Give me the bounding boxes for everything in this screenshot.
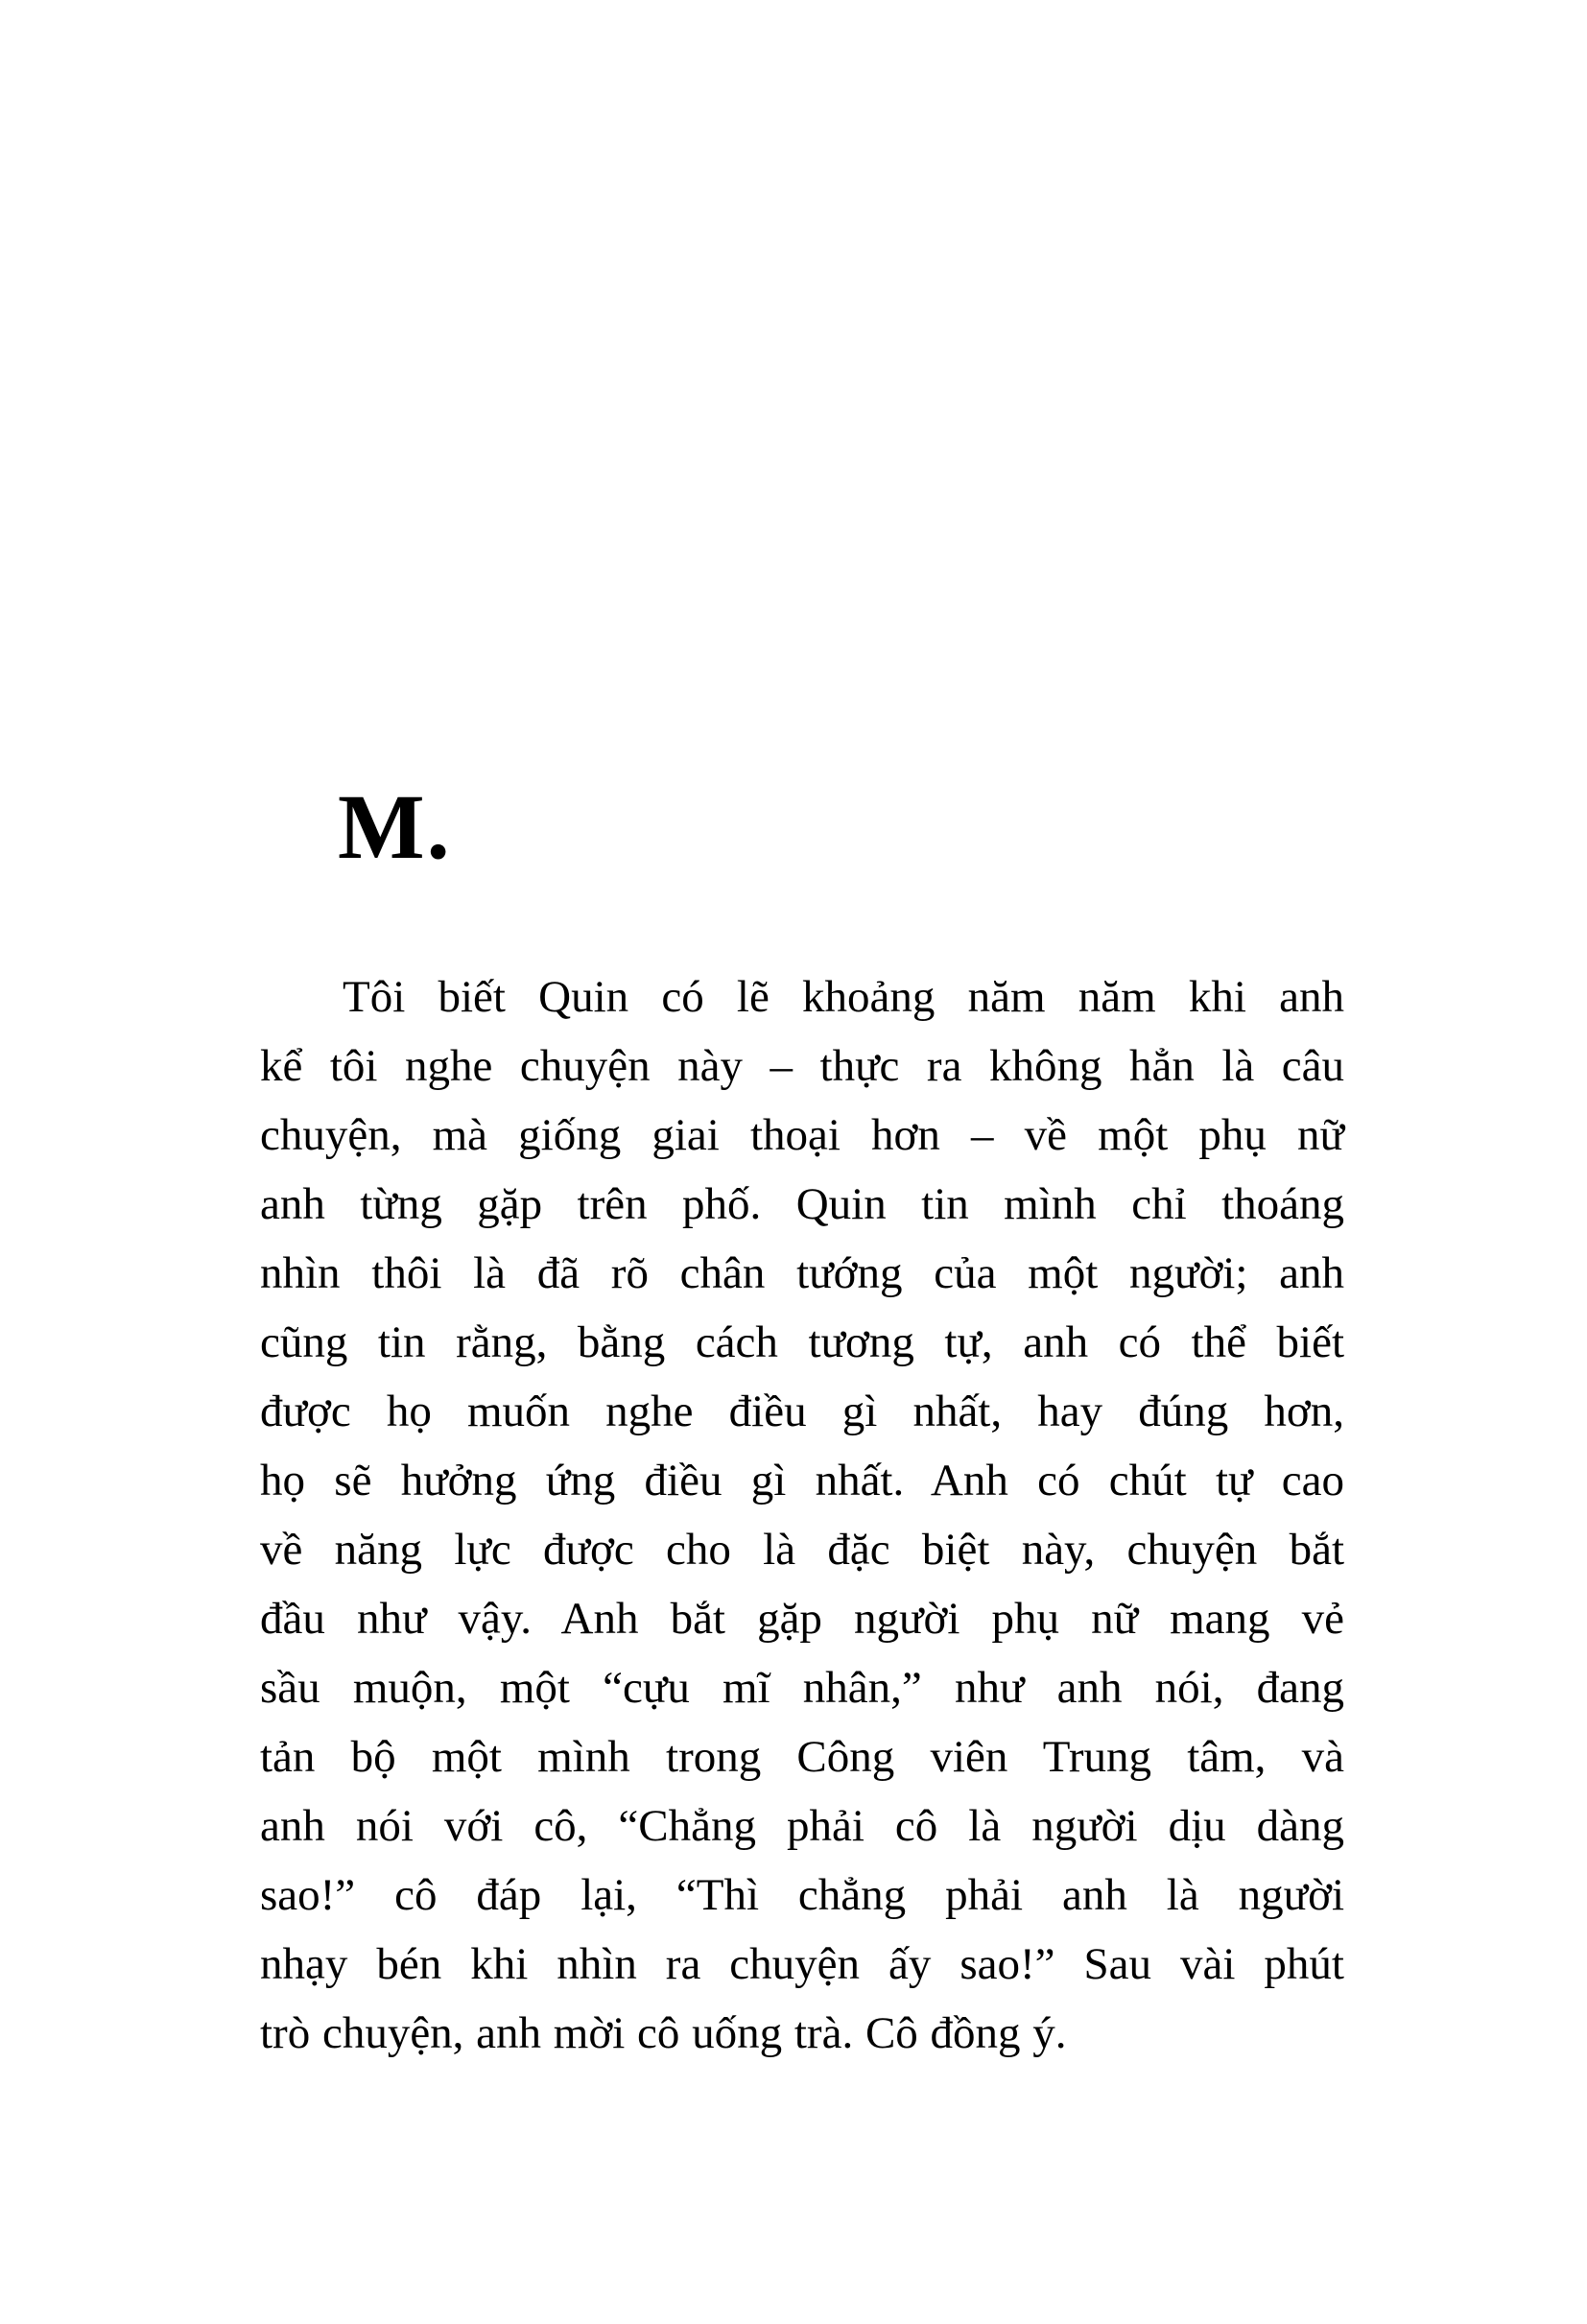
paragraph-line: sao!” cô đáp lại, “Thì chẳng phải anh là người bbox=[260, 1870, 1344, 1920]
paragraph-line: nhạy bén khi nhìn ra chuyện ấy sao!” Sau vài phút bbox=[260, 1939, 1344, 1989]
paragraph-line: tản bộ một mình trong Công viên Trung tâm, và bbox=[260, 1732, 1344, 1782]
paragraph-line: về năng lực được cho là đặc biệt này, chuyện bắt bbox=[260, 1525, 1344, 1575]
paragraph-line: anh nói với cô, “Chẳng phải cô là người dịu dàng bbox=[260, 1801, 1344, 1851]
paragraph-line: họ sẽ hưởng ứng điều gì nhất. Anh có chút tự cao bbox=[260, 1456, 1344, 1506]
paragraph-line: sầu muộn, một “cựu mĩ nhân,” như anh nói, đang bbox=[260, 1663, 1344, 1713]
paragraph-line: nhìn thôi là đã rõ chân tướng của một người; anh bbox=[260, 1248, 1344, 1298]
paragraph-line: cũng tin rằng, bằng cách tương tự, anh có thể biết bbox=[260, 1317, 1344, 1367]
paragraph-line: đầu như vậy. Anh bắt gặp người phụ nữ mang vẻ bbox=[260, 1594, 1344, 1644]
body-paragraph bbox=[260, 962, 1344, 2068]
paragraph-line: được họ muốn nghe điều gì nhất, hay đúng hơn, bbox=[260, 1387, 1344, 1436]
paragraph-line: chuyện, mà giống giai thoại hơn – về một phụ nữ bbox=[260, 1110, 1344, 1160]
paragraph-line: anh từng gặp trên phố. Quin tin mình chỉ thoáng bbox=[260, 1179, 1344, 1229]
paragraph-line: trò chuyện, anh mời cô uống trà. Cô đồng ý. bbox=[260, 2008, 1067, 2058]
chapter-heading: M. bbox=[338, 775, 452, 878]
paragraph-line: kể tôi nghe chuyện này – thực ra không hẳn là câu bbox=[260, 1041, 1344, 1091]
paragraph-line: Tôi biết Quin có lẽ khoảng năm năm khi anh bbox=[343, 972, 1344, 1022]
